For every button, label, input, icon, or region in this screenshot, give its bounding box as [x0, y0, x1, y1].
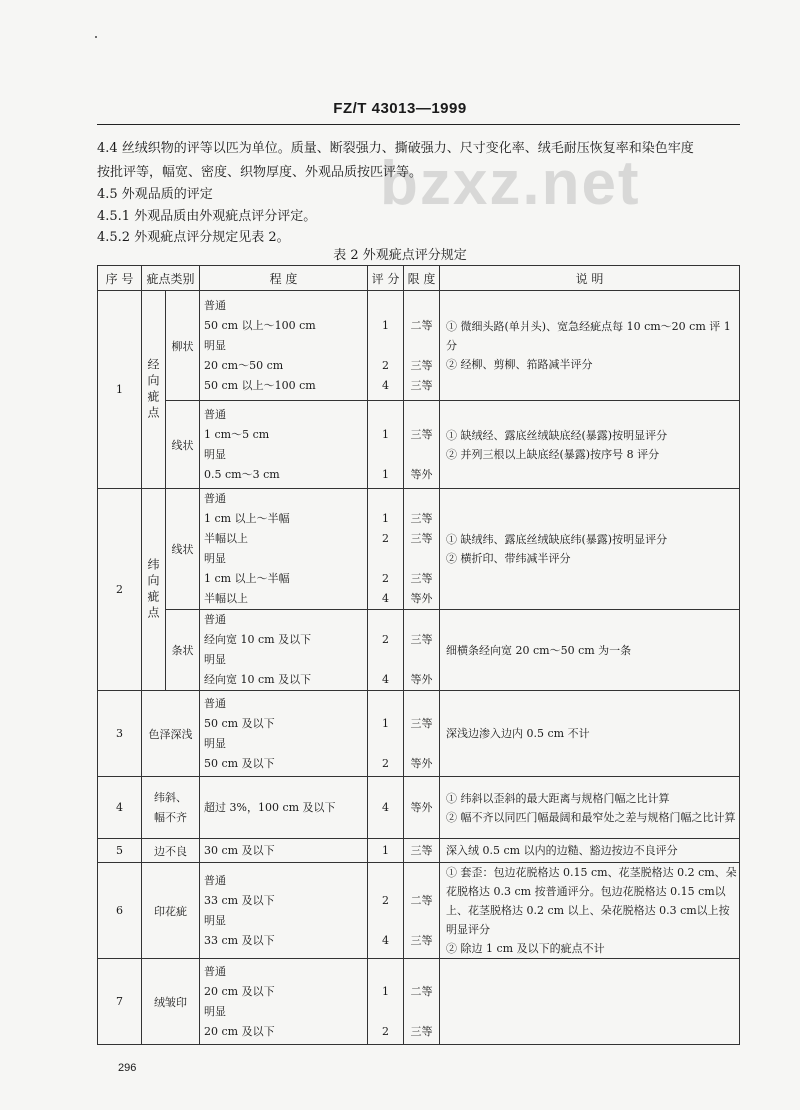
table-row: [98, 691, 740, 777]
cell-line: [404, 296, 439, 316]
description-cell: [440, 863, 740, 959]
table-row: [98, 777, 740, 839]
limit-cell: [404, 401, 440, 489]
cell-line: 三等: [410, 358, 433, 372]
description-line: 深入绒 0.5 cm 以内的边糙、豁边按边不良评分: [446, 844, 678, 857]
description-line: ① 缺绒经、露底丝绒缺底经(暴露)按明显评分: [446, 428, 668, 442]
cell-line: 普通: [204, 964, 227, 978]
cell-line: 2: [382, 633, 390, 646]
cell-line: 4: [382, 673, 390, 686]
cell-line: 2: [382, 893, 390, 907]
degree-cell: [200, 291, 368, 401]
cell-line: 1 cm 以上～半幅: [204, 512, 290, 525]
cell-line: 普通: [204, 613, 227, 626]
score-cell: [368, 863, 404, 959]
description-line: ① 纬斜以歪斜的最大距离与规格门幅之比计算: [446, 791, 670, 805]
cell-line: 30 cm 及以下: [204, 843, 275, 857]
cell-line: [404, 405, 439, 425]
category-cell: [142, 489, 166, 691]
limit-cell: [404, 959, 440, 1045]
degree-cell: [200, 691, 368, 777]
table-row: [98, 863, 740, 959]
table-caption: 表 2 外观疵点评分规定: [333, 248, 467, 263]
cell-line: 明显: [204, 1004, 227, 1018]
cell-line: 2: [382, 572, 390, 585]
score-cell: [368, 691, 404, 777]
cell-line: 普通: [204, 873, 227, 887]
table-header-row: [98, 266, 740, 291]
cell-line: [368, 610, 403, 630]
cell-line: 33 cm 及以下: [204, 893, 275, 907]
table-row: [98, 610, 740, 691]
cell-line: 三等: [410, 843, 433, 857]
limit-cell: [404, 291, 440, 401]
category-label: 经向疵点: [146, 357, 160, 422]
limit-cell: [404, 839, 440, 863]
col-limit: 限 度: [404, 266, 440, 291]
row-number: 1: [98, 291, 142, 489]
cell-line: 1: [382, 984, 390, 998]
cell-line: 2: [382, 1024, 390, 1038]
cell-line: [368, 296, 403, 316]
cell-line: 等外: [410, 756, 433, 770]
table-row: [98, 291, 740, 401]
cell-line: 三等: [410, 716, 433, 730]
cell-line: [368, 911, 403, 931]
description-cell: [440, 610, 740, 691]
cell-line: 三等: [410, 532, 433, 545]
cell-line: [368, 734, 403, 754]
cell-line: [404, 650, 439, 670]
table-row: [98, 401, 740, 489]
cell-line: [368, 405, 403, 425]
defect-scoring-table: [97, 265, 740, 1045]
description-line: ② 除边 1 cm 及以下的疵点不计: [446, 942, 605, 955]
cell-line: 20 cm 及以下: [204, 1024, 275, 1038]
cell-line: [404, 549, 439, 569]
cell-line: 1: [382, 716, 390, 730]
cell-line: 50 cm 以上～100 cm: [204, 378, 316, 392]
row-number: 6: [98, 863, 142, 959]
para-4-5: 4.5 外观品质的评定: [97, 187, 213, 202]
description-cell: [440, 777, 740, 839]
cell-line: 50 cm 以上～100 cm: [204, 318, 316, 332]
cell-line: 明显: [204, 447, 227, 461]
cell-line: [404, 489, 439, 509]
cell-line: 三等: [410, 933, 433, 947]
cell-line: 明显: [204, 552, 227, 565]
description-line: ② 经柳、剪柳、筘路减半评分: [446, 358, 593, 371]
limit-cell: [404, 691, 440, 777]
cell-line: 普通: [204, 492, 227, 505]
cell-line: 等外: [410, 592, 433, 605]
para-4-5-2: 4.5.2 外观疵点评分规定见表 2。: [97, 230, 290, 245]
cell-line: [368, 1002, 403, 1022]
description-cell: [440, 401, 740, 489]
cell-line: 2: [382, 756, 390, 770]
cell-line: 20 cm 及以下: [204, 984, 275, 998]
description-cell: [440, 291, 740, 401]
cell-line: 1: [382, 512, 390, 525]
cell-line: 等外: [410, 800, 433, 814]
cell-line: 1: [382, 427, 390, 441]
cell-line: [368, 650, 403, 670]
degree-cell: [200, 777, 368, 839]
cell-line: 33 cm 及以下: [204, 933, 275, 947]
scan-speck: [95, 36, 97, 38]
cell-line: [404, 911, 439, 931]
col-no: 序 号: [98, 266, 142, 291]
table-row: [98, 489, 740, 610]
description-cell: [440, 489, 740, 610]
cell-line: 1 cm～5 cm: [204, 427, 270, 441]
description-line: ② 幅不齐以同匹门幅最阔和最窄处之差与规格门幅之比计算: [446, 810, 736, 824]
cell-line: 0.5 cm～3 cm: [204, 467, 280, 481]
subcategory-cell: 线状: [166, 489, 200, 610]
cell-line: 三等: [410, 633, 433, 646]
cell-line: 50 cm 及以下: [204, 716, 275, 730]
row-number: 7: [98, 959, 142, 1045]
standard-number: FZ/T 43013—1999: [333, 100, 467, 117]
cell-line: [404, 610, 439, 630]
cell-line: 4: [382, 800, 390, 814]
subcategory-cell: 条状: [166, 610, 200, 691]
score-cell: [368, 839, 404, 863]
cell-line: 2: [382, 532, 390, 545]
subcategory-cell: 线状: [166, 401, 200, 489]
para-4-4-line2: 按批评等，幅宽、密度、织物厚度、外观品质按匹评等。: [97, 165, 423, 180]
cell-line: 二等: [410, 318, 433, 332]
description-line: ① 套歪：包边花脱格达 0.15 cm、花茎脱格达 0.2 cm、朵花脱格达 0.3 cm 按普通评分。包边花脱格达 0.15 cm以上、花茎脱格达 0.2 cm 以上、朵花脱格达 0.3 cm以上按明显评分: [446, 866, 737, 936]
description-cell: [440, 691, 740, 777]
cell-line: [404, 962, 439, 982]
cell-line: 1: [382, 467, 390, 481]
cell-line: 4: [382, 378, 390, 392]
cell-line: 三等: [410, 512, 433, 525]
cell-line: 三等: [410, 572, 433, 585]
cell-line: 超过 3%，100 cm 及以下: [204, 800, 336, 814]
category-cell: 色泽深浅: [142, 691, 200, 777]
description-line: 细横条经向宽 20 cm～50 cm 为一条: [446, 643, 632, 657]
limit-cell: [404, 863, 440, 959]
watermark: bzxz.net: [380, 149, 641, 218]
cell-line: [368, 694, 403, 714]
score-cell: [368, 777, 404, 839]
cell-line: 2: [382, 358, 390, 372]
limit-cell: [404, 489, 440, 610]
cell-line: 普通: [204, 696, 227, 710]
page-number: 296: [118, 1062, 137, 1074]
category-cell: 绒皱印: [142, 959, 200, 1045]
score-cell: [368, 959, 404, 1045]
cell-line: [368, 549, 403, 569]
degree-cell: [200, 863, 368, 959]
cell-line: 20 cm～50 cm: [204, 358, 284, 372]
description-line: 深浅边渗入边内 0.5 cm 不计: [446, 727, 590, 740]
cell-line: 明显: [204, 913, 227, 927]
header-rule: [97, 124, 740, 125]
description-cell: [440, 839, 740, 863]
cell-line: [404, 445, 439, 465]
cell-line: 二等: [410, 893, 433, 907]
para-4-4-line1: 4.4 丝绒织物的评等以匹为单位。质量、断裂强力、撕破强力、尺寸变化率、绒毛耐压恢复率和染色牢度: [97, 141, 694, 156]
col-desc: 说 明: [440, 266, 740, 291]
cell-line: 半幅以上: [204, 592, 249, 605]
cell-line: [368, 871, 403, 891]
cell-line: 明显: [204, 653, 227, 666]
row-number: 4: [98, 777, 142, 839]
row-number: 3: [98, 691, 142, 777]
cell-line: [404, 871, 439, 891]
score-cell: [368, 489, 404, 610]
category-cell: 印花疵: [142, 863, 200, 959]
cell-line: 1: [382, 843, 390, 857]
degree-cell: [200, 839, 368, 863]
cell-line: 明显: [204, 736, 227, 750]
cell-line: 普通: [204, 407, 227, 421]
cell-line: 4: [382, 933, 390, 947]
description-line: ① 微细头路(单爿头)、宽急经疵点每 10 cm～20 cm 评 1 分: [446, 320, 731, 352]
cell-line: 半幅以上: [204, 532, 249, 545]
cell-line: [368, 445, 403, 465]
cell-line: [404, 734, 439, 754]
cell-line: 普通: [204, 298, 227, 312]
cell-line: 等外: [410, 673, 433, 686]
score-cell: [368, 291, 404, 401]
limit-cell: [404, 777, 440, 839]
cell-line: 1: [382, 318, 390, 332]
degree-cell: [200, 401, 368, 489]
limit-cell: [404, 610, 440, 691]
col-score: 评 分: [368, 266, 404, 291]
cell-line: 1 cm 以上～半幅: [204, 572, 290, 585]
score-cell: [368, 610, 404, 691]
degree-cell: [200, 959, 368, 1045]
para-4-5-1: 4.5.1 外观品质由外观疵点评分评定。: [97, 209, 317, 224]
cell-line: 等外: [410, 467, 433, 481]
category-label: 纬向疵点: [146, 557, 160, 622]
category-cell: 边不良: [142, 839, 200, 863]
cell-line: 三等: [410, 378, 433, 392]
cell-line: [404, 694, 439, 714]
description-cell: [440, 959, 740, 1045]
table-row: [98, 839, 740, 863]
subcategory-cell: 柳状: [166, 291, 200, 401]
row-number: 5: [98, 839, 142, 863]
cell-line: 三等: [410, 1024, 433, 1038]
degree-cell: [200, 489, 368, 610]
cell-line: [368, 336, 403, 356]
cell-line: [368, 489, 403, 509]
category-cell: [142, 291, 166, 489]
cell-line: [368, 962, 403, 982]
degree-cell: [200, 610, 368, 691]
score-cell: [368, 401, 404, 489]
cell-line: 50 cm 及以下: [204, 756, 275, 770]
cell-line: 二等: [410, 984, 433, 998]
cell-line: 经向宽 10 cm 及以下: [204, 673, 312, 686]
cell-line: 经向宽 10 cm 及以下: [204, 633, 312, 646]
col-degree: 程 度: [200, 266, 368, 291]
col-category: 疵点类别: [142, 266, 200, 291]
row-number: 2: [98, 489, 142, 691]
description-line: ① 缺绒纬、露底丝绒缺底纬(暴露)按明显评分: [446, 533, 668, 546]
table-row: [98, 959, 740, 1045]
cell-line: 三等: [410, 427, 433, 441]
cell-line: 4: [382, 592, 390, 605]
cell-line: [404, 336, 439, 356]
description-line: ② 横折印、带纬减半评分: [446, 552, 571, 565]
cell-line: 明显: [204, 338, 227, 352]
description-line: ② 并列三根以上缺底经(暴露)按序号 8 评分: [446, 447, 660, 461]
category-cell: 纬斜、幅不齐: [142, 777, 200, 839]
cell-line: [404, 1002, 439, 1022]
